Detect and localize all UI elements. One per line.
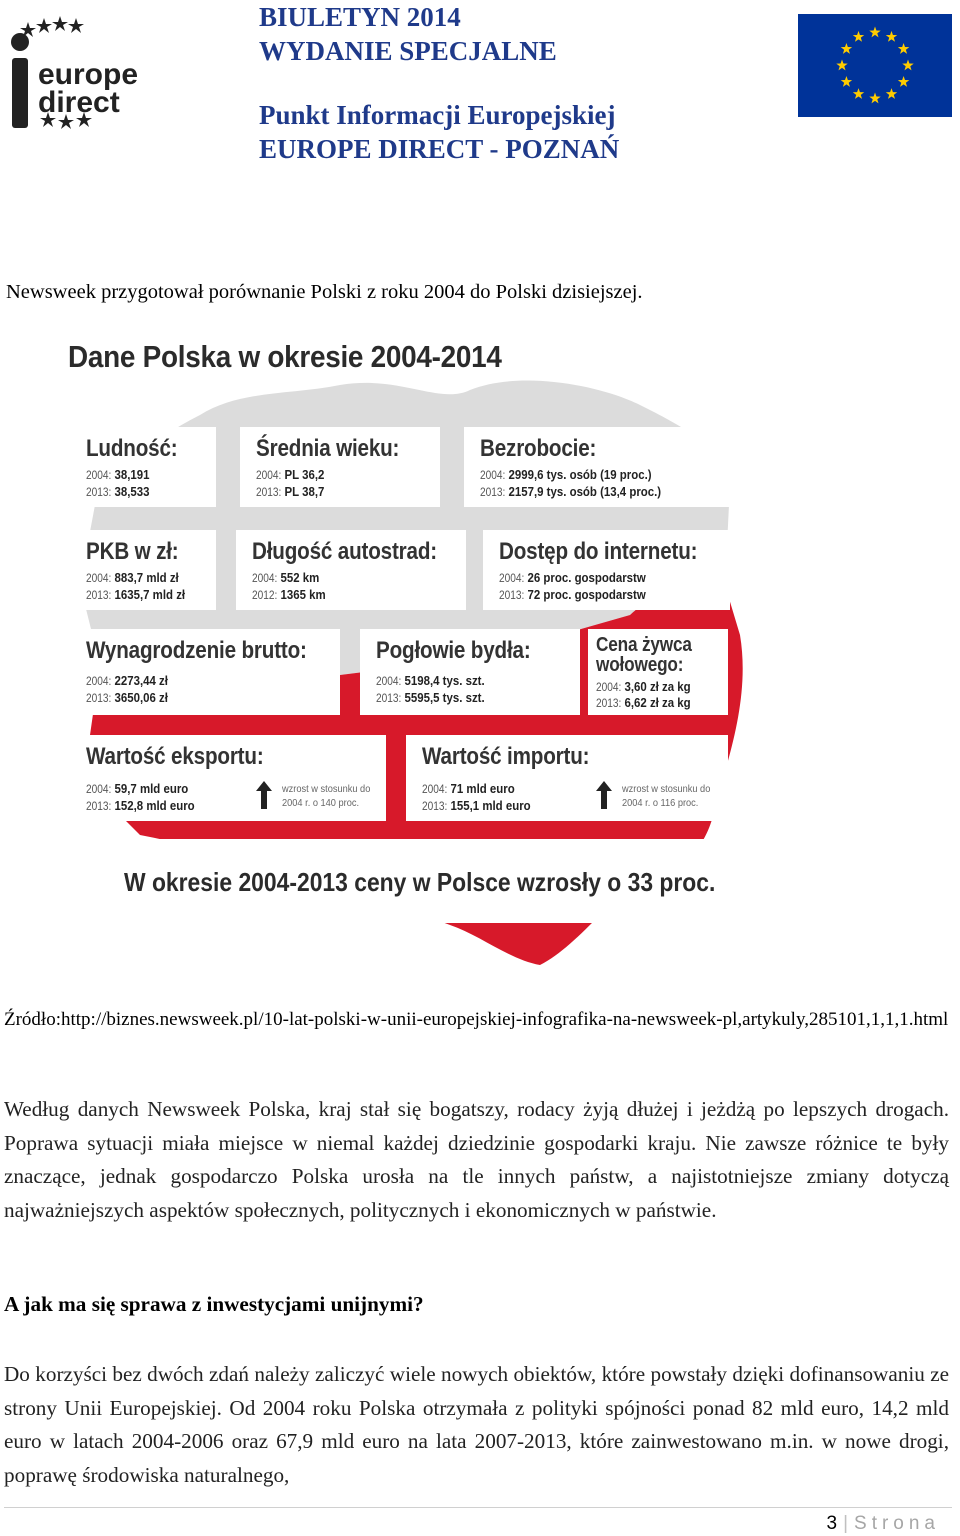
stat-title: Średnia wieku: — [256, 435, 400, 462]
stat-box-cattle — [360, 629, 580, 715]
stat-title: Długość autostrad: — [252, 538, 437, 565]
stat-row: 2013: 5595,5 tys. szt. — [376, 690, 485, 705]
stat-row: 2004: 2273,44 zł — [86, 673, 168, 688]
stat-box-imports — [406, 735, 728, 821]
stat-row: 2013: 1635,7 mld zł — [86, 587, 186, 602]
stat-box-internet — [483, 530, 730, 610]
stat-row: 2004: 3,60 zł za kg — [596, 679, 691, 694]
stat-box-beef-price — [588, 629, 728, 715]
paragraph-1: Według danych Newsweek Polska, kraj stał się bogatszy, rodacy żyją dłużej i jeżdżą po lepszych drogach. Poprawa sytuacji miała miejsce w niemal każdej dziedzinie gospodarki kraju. Nie zawsze różnice te były znaczące, jednak gospodarczo Polska urosła na tle innych państw, a najistotniejsze zmiany dotyczą najważniejszych aspektów społecznych, politycznych i ekonomicznych w państwie. — [4, 1097, 949, 1222]
infographic-title: Dane Polska w okresie 2004-2014 — [68, 339, 502, 374]
stat-row: 2013: 2157,9 tys. osób (13,4 proc.) — [480, 484, 662, 499]
intro-text: Newsweek przygotował porównanie Polski z roku 2004 do Polski dzisiejszej. — [6, 281, 643, 303]
bulletin-title: BIULETYN 2014 — [259, 2, 461, 32]
stat-row: 2004: 59,7 mld euro — [86, 781, 189, 796]
up-arrow-icon — [256, 781, 272, 809]
stat-title: Ludność: — [86, 435, 178, 462]
stat-row: 2004: 5198,4 tys. szt. — [376, 673, 485, 688]
stat-title: Wartość importu: — [422, 743, 590, 770]
stat-box-unemployment — [464, 427, 730, 507]
stat-row: 2004: 883,7 mld zł — [86, 570, 179, 585]
europe-direct-logo — [8, 12, 148, 134]
stat-title: Cena żywca wołowego: — [596, 634, 692, 676]
europe-direct-city: EUROPE DIRECT - POZNAŃ — [259, 134, 620, 164]
stat-row: 2013: PL 38,7 — [256, 484, 325, 499]
growth-note-line: 2004 r. o 116 proc. — [622, 797, 699, 809]
page-footer — [827, 1513, 941, 1535]
stat-box-gdp — [70, 530, 216, 610]
stat-row: 2004: 38,191 — [86, 467, 150, 482]
stat-box-salary — [70, 629, 340, 715]
logo-text-europe: europe — [38, 58, 139, 91]
stat-row: 2013: 6,62 zł za kg — [596, 695, 691, 710]
growth-note-line: wzrost w stosunku do — [282, 783, 371, 795]
stat-title: PKB w zł: — [86, 538, 179, 565]
stat-title: Wynagrodzenie brutto: — [86, 637, 307, 664]
stat-row: 2013: 3650,06 zł — [86, 690, 168, 705]
stat-row: 2012: 1365 km — [252, 587, 326, 602]
footer-divider — [4, 1507, 952, 1508]
page-number: 3 — [826, 1513, 838, 1534]
stat-title: Wartość eksportu: — [86, 743, 264, 770]
stat-row: 2013: 72 proc. gospodarstw — [499, 587, 646, 602]
logo-text-direct: direct — [38, 86, 120, 119]
stat-row: 2004: 552 km — [252, 570, 320, 585]
stat-title: Pogłowie bydła: — [376, 637, 531, 664]
growth-note-line: 2004 r. o 140 proc. — [282, 797, 360, 809]
paragraph-2: Do korzyści bez dwóch zdań należy zaliczyć wiele nowych obiektów, które powstały dzięki dofinansowaniu ze strony Unii Europejskiej. Od 2004 roku Polska otrzymała z polityki spójności ponad 82 mld euro, 14,2 mld euro w latach 2004-2006 oraz 67,9 mld euro na lata 2007-2013, które zainwestowano m.in. w nowe drogi, poprawę środowiska naturalnego, — [4, 1362, 949, 1487]
stat-row: 2013: 155,1 mld euro — [422, 798, 531, 813]
stat-box-median-age — [240, 427, 440, 507]
stat-row: 2013: 152,8 mld euro — [86, 798, 195, 813]
source-link[interactable]: Źródło:http://biznes.newsweek.pl/10-lat-polski-w-unii-europejskiej-infografika-na-newsweek-pl,artykuly,285101,1,1,1.html — [4, 1009, 949, 1030]
stat-title: Dostęp do internetu: — [499, 538, 698, 565]
section-question: A jak ma się sprawa z inwestycjami unijnymi? — [4, 1292, 424, 1316]
stat-row: 2004: PL 36,2 — [256, 467, 325, 482]
page-label: Strona — [854, 1513, 940, 1534]
stat-title: Bezrobocie: — [480, 435, 597, 462]
growth-note-line: wzrost w stosunku do — [622, 783, 711, 795]
info-point-title: Punkt Informacji Europejskiej — [259, 100, 616, 130]
up-arrow-icon — [596, 781, 612, 809]
special-edition-title: WYDANIE SPECJALNE — [259, 36, 557, 66]
stat-box-motorways — [236, 530, 466, 610]
stat-box-population — [70, 427, 216, 507]
stat-box-exports — [70, 735, 386, 821]
stat-row: 2004: 71 mld euro — [422, 781, 515, 796]
stat-row: 2004: 26 proc. gospodarstw — [499, 570, 646, 585]
banner-text: W okresie 2004-2013 ceny w Polsce wzrosły o 33 proc. — [124, 867, 716, 897]
price-growth-banner — [70, 839, 725, 923]
eu-flag-icon — [798, 14, 952, 117]
stat-row: 2013: 38,533 — [86, 484, 150, 499]
stat-row: 2004: 2999,6 tys. osób (19 proc.) — [480, 467, 652, 482]
infographic — [40, 335, 760, 975]
header-title-block — [259, 0, 619, 166]
footer-separator: | — [843, 1513, 849, 1534]
